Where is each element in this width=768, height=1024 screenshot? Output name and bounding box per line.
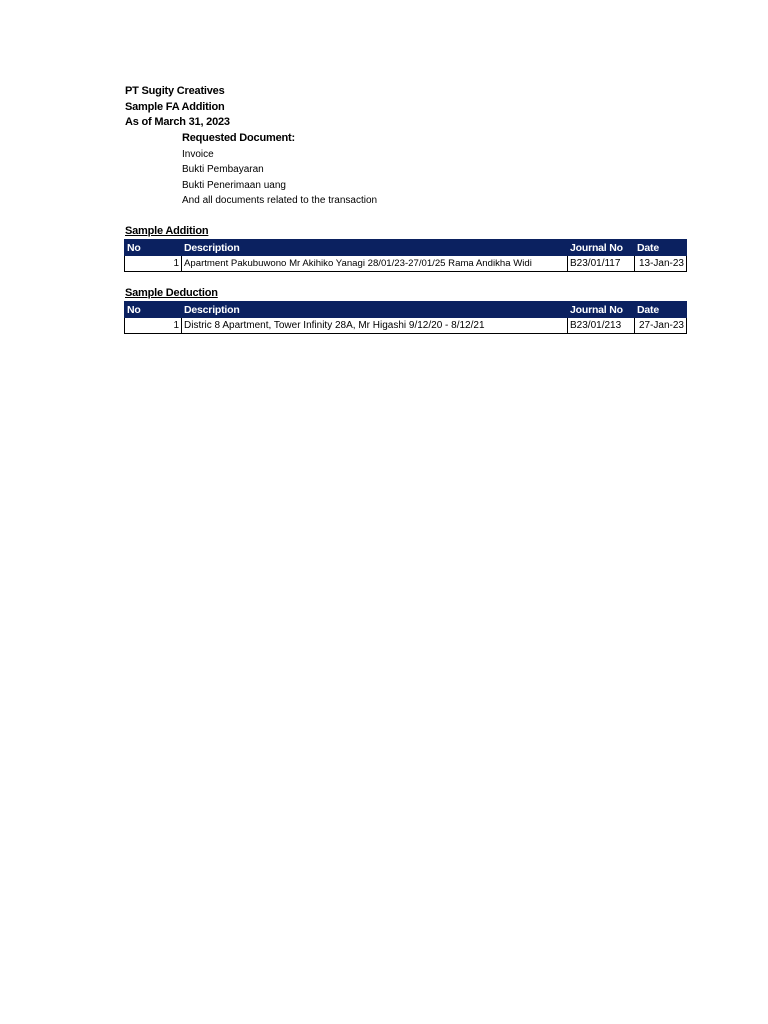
column-header-date: Date — [635, 240, 687, 256]
cell-description: Apartment Pakubuwono Mr Akihiko Yanagi 28/01/23-27/01/25 Rama Andikha Widi — [182, 256, 568, 272]
cell-date: 27-Jan-23 — [635, 318, 687, 334]
requested-documents-title: Requested Document: — [182, 132, 295, 144]
addition-table — [124, 239, 687, 272]
report-subtitle: Sample FA Addition — [125, 100, 225, 113]
column-header-no: No — [125, 302, 182, 318]
table-row — [125, 256, 687, 272]
requested-item: Invoice — [182, 148, 214, 160]
column-header-journal-no: Journal No — [568, 302, 635, 318]
column-header-description: Description — [182, 240, 568, 256]
report-date: As of March 31, 2023 — [125, 116, 230, 129]
column-header-date: Date — [635, 302, 687, 318]
column-header-journal-no: Journal No — [568, 240, 635, 256]
sample-addition-title: Sample Addition — [125, 225, 209, 237]
deduction-table — [124, 301, 687, 334]
cell-journal-no: B23/01/213 — [568, 318, 635, 334]
table-row — [125, 318, 687, 334]
cell-no: 1 — [125, 256, 182, 272]
table-header-row — [125, 240, 687, 256]
requested-item: And all documents related to the transaction — [182, 195, 378, 207]
cell-description: Distric 8 Apartment, Tower Infinity 28A, Mr Higashi 9/12/20 - 8/12/21 — [182, 318, 568, 334]
table-header-row — [125, 302, 687, 318]
report-header — [125, 84, 230, 131]
sample-deduction-title: Sample Deduction — [125, 287, 218, 299]
cell-no: 1 — [125, 318, 182, 334]
requested-item: Bukti Penerimaan uang — [182, 179, 286, 191]
column-header-description: Description — [182, 302, 568, 318]
company-name: PT Sugity Creatives — [125, 85, 225, 97]
cell-journal-no: B23/01/117 — [568, 256, 635, 272]
cell-date: 13-Jan-23 — [635, 256, 687, 272]
column-header-no: No — [125, 240, 182, 256]
requested-documents — [182, 131, 377, 209]
requested-item: Bukti Pembayaran — [182, 164, 264, 176]
